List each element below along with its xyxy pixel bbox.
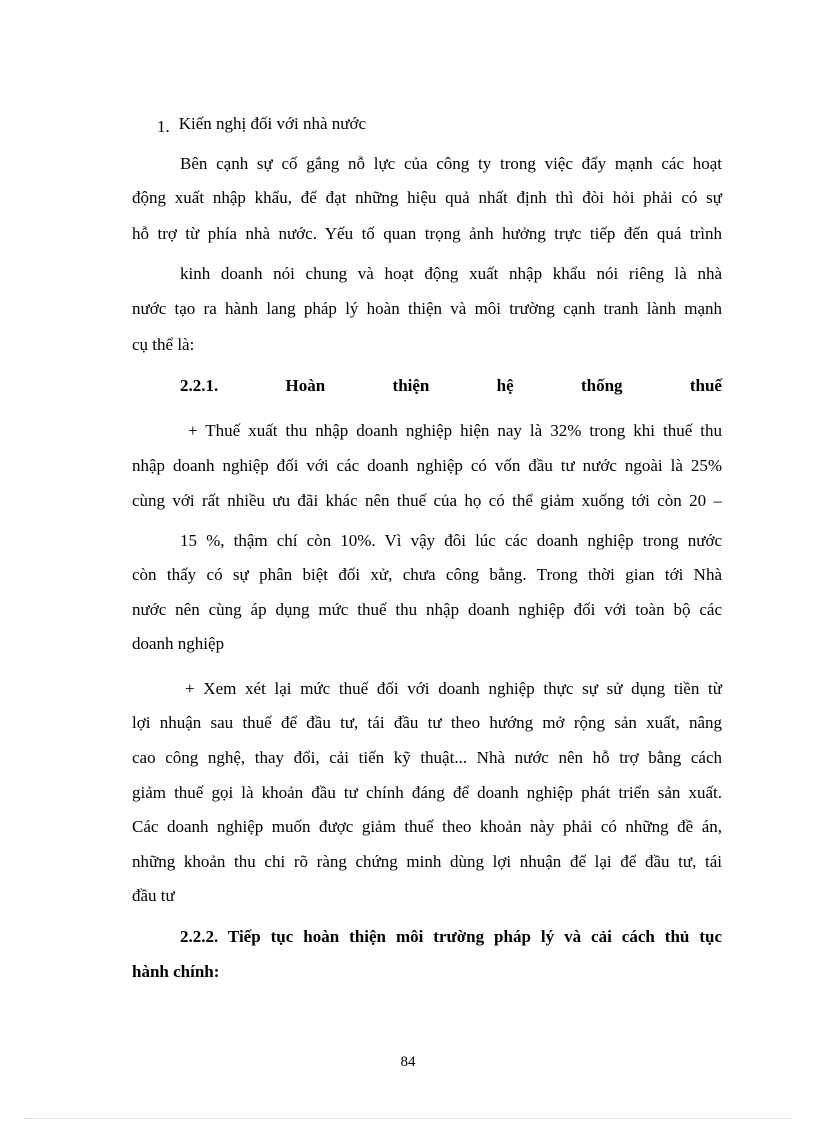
subsection-word-4: thống [580, 376, 623, 395]
subsection-heading-2-2-1 [180, 374, 722, 398]
subsection-heading-2-2-2: 2.2.2. Tiếp tục hoàn thiện môi trường pháp lý và cải cách thủ tục [180, 927, 722, 946]
tax1-line-1: + Thuế xuất thu nhập doanh nghiệp hiện nay là 32% trong khi thuế thu [188, 421, 722, 440]
tax2-line-6: những khoản thu chi rõ ràng chứng minh dùng lợi nhuận để lại để đầu tư, tái [132, 852, 722, 871]
tax1-line-3: cùng với rất nhiều ưu đãi khác nên thuế của họ có thể giảm xuống tới còn 20 – [132, 491, 722, 510]
subsection-number: 2.2.1. [180, 376, 219, 395]
intro-line-3: hỗ trợ từ phía nhà nước. Yếu tố quan trọng ảnh hưởng trực tiếp đến quá trình [132, 224, 722, 243]
tax1-line-5: còn thấy có sự phân biệt đối xử, chưa công bằng. Trong thời gian tới Nhà [132, 565, 722, 584]
tax2-line-4: giảm thuế gọi là khoản đầu tư chính đáng để doanh nghiệp phát triển sản xuất. [132, 783, 722, 802]
page-bottom-divider [24, 1118, 792, 1119]
tax2-line-7: đầu tư [132, 886, 175, 905]
subsection-word-1: Hoàn [285, 376, 326, 395]
section-number: 1. [157, 117, 170, 136]
subsection-word-5: thuế [689, 376, 722, 395]
intro-line-2: động xuất nhập khẩu, để đạt những hiệu quả nhất định thì đòi hỏi phải có sự [132, 188, 722, 207]
subsection-heading-2-2-2-cont: hành chính: [132, 962, 220, 981]
intro-line-5: nước tạo ra hành lang pháp lý hoàn thiện và môi trường cạnh tranh lành mạnh [132, 299, 722, 318]
intro-line-4: kinh doanh nói chung và hoạt động xuất nhập khẩu nói riêng là nhà [180, 264, 722, 283]
section-title: Kiến nghị đối với nhà nước [178, 114, 366, 133]
tax2-line-2: lợi nhuận sau thuế để đầu tư, tái đầu tư theo hướng mở rộng sản xuất, nâng [132, 713, 722, 732]
subsection-word-3: hệ [496, 376, 514, 395]
intro-line-6: cụ thể là: [132, 335, 195, 354]
tax2-line-5: Các doanh nghiệp muốn được giảm thuế theo khoản này phải có những đề án, [132, 817, 722, 836]
tax2-line-1: + Xem xét lại mức thuế đối với doanh nghiệp thực sự sử dụng tiền từ [185, 679, 722, 698]
intro-line-1: Bên cạnh sự cố gắng nỗ lực của công ty trong việc đẩy mạnh các hoạt [180, 154, 722, 173]
tax1-line-7: doanh nghiệp [132, 634, 225, 653]
tax1-line-6: nước nên cùng áp dụng mức thuế thu nhập doanh nghiệp đối với toàn bộ các [132, 600, 722, 619]
tax2-line-3: cao công nghệ, thay đổi, cải tiến kỹ thuật... Nhà nước nên hỗ trợ bằng cách [132, 748, 722, 767]
section-heading [157, 112, 366, 136]
subsection-word-2: thiện [392, 376, 430, 395]
tax1-line-4: 15 %, thậm chí còn 10%. Vì vậy đôi lúc các doanh nghiệp trong nước [180, 531, 722, 550]
tax1-line-2: nhập doanh nghiệp đối với các doanh nghiệp có vốn đầu tư nước ngoài là 25% [132, 456, 722, 475]
page-number: 84 [400, 1054, 416, 1070]
